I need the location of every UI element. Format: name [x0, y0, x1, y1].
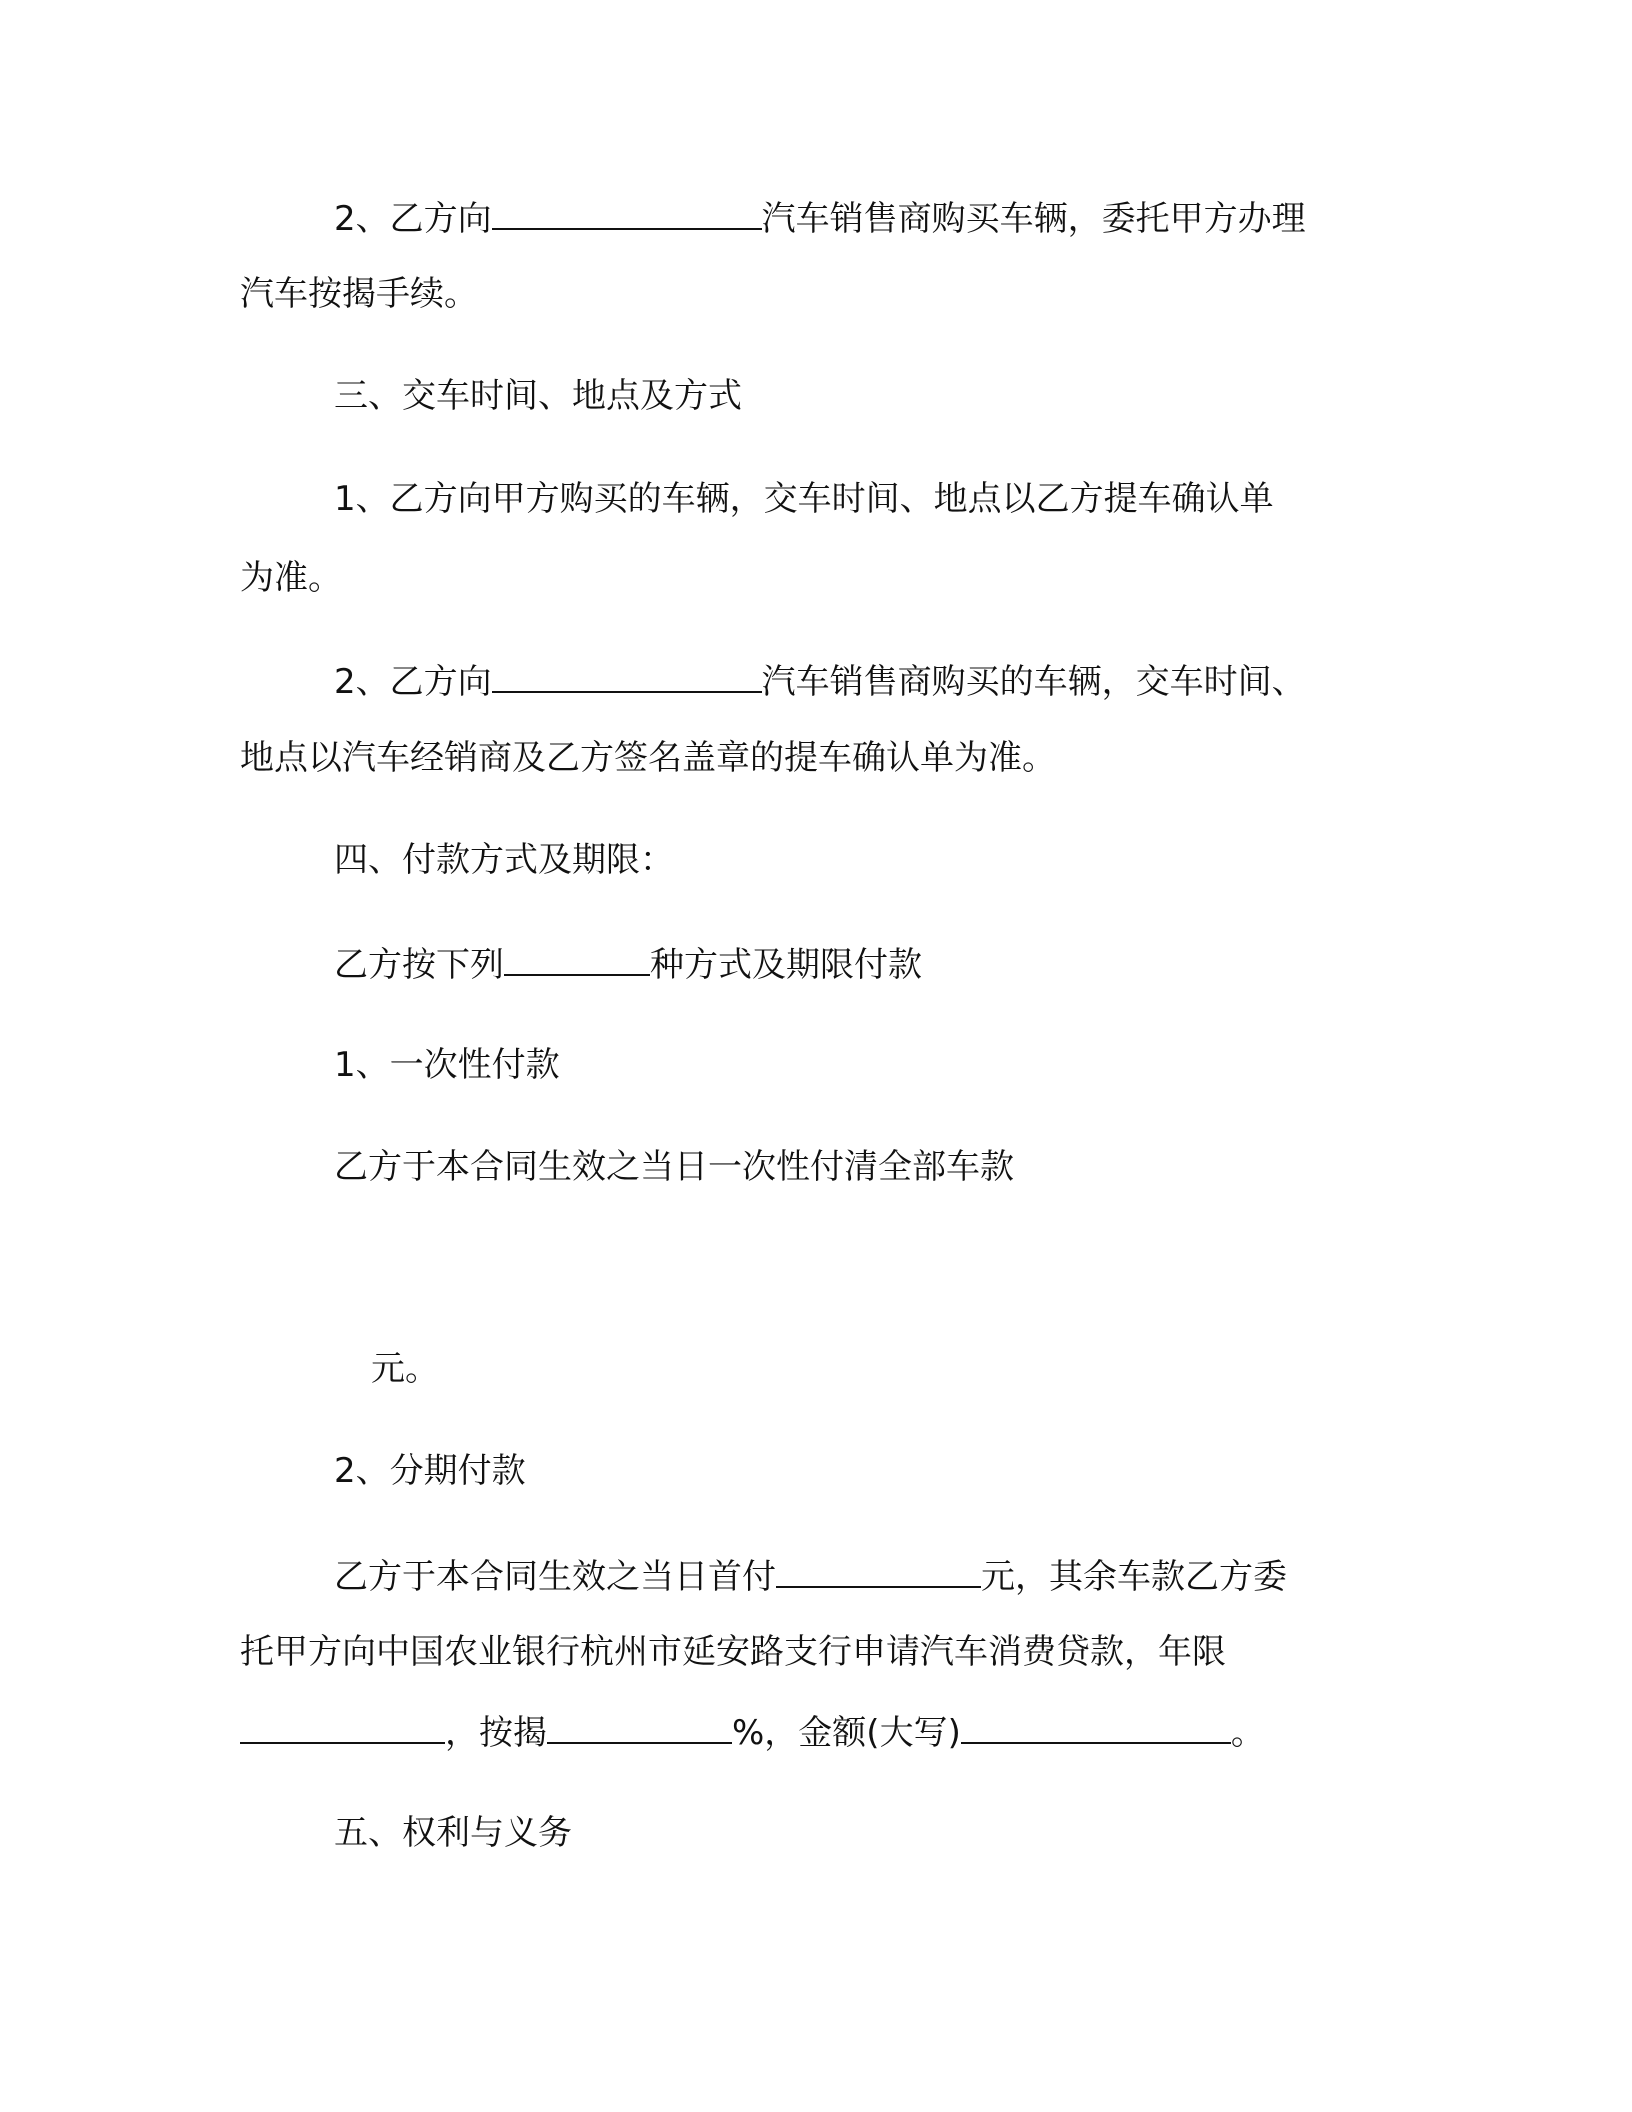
delivery-clause-2-line-1 [334, 657, 1306, 704]
installment-line-3 [240, 1708, 1265, 1755]
installment-prefix: 乙方于本合同生效之当日首付 [334, 1557, 776, 1597]
clause-2-prefix: 2、乙方向 [334, 199, 492, 239]
mortgage-ratio-blank [547, 1708, 732, 1744]
lump-sum-line-2: 元。 [371, 1349, 439, 1389]
delivery-clause-1-line-2: 为准。 [240, 558, 342, 598]
clause-2-line-2: 汽车按揭手续。 [240, 274, 478, 314]
installment-line-1 [334, 1552, 1287, 1599]
down-payment-blank [776, 1552, 981, 1588]
section-5-heading: 五、权利与义务 [334, 1813, 572, 1853]
delivery-clause-2-line-2: 地点以汽车经销商及乙方签名盖章的提车确认单为准。 [240, 738, 1056, 778]
payment-method-line [334, 940, 922, 987]
lump-sum-heading: 1、一次性付款 [334, 1045, 560, 1085]
installment-line-2: 托甲方向中国农业银行杭州市延安路支行申请汽车消费贷款，年限 [240, 1632, 1226, 1672]
delivery-clause-1-line-1: 1、乙方向甲方购买的车辆，交车时间、地点以乙方提车确认单 [334, 479, 1274, 519]
installment-mid: 元，其余车款乙方委 [981, 1557, 1287, 1597]
section-3-heading: 三、交车时间、地点及方式 [334, 376, 742, 416]
payment-method-prefix: 乙方按下列 [334, 945, 504, 985]
installment-l3-mid1: ，按揭 [445, 1713, 547, 1753]
installment-heading: 2、分期付款 [334, 1451, 526, 1491]
lump-sum-line-1: 乙方于本合同生效之当日一次性付清全部车款 [334, 1147, 1014, 1187]
section-4-heading: 四、付款方式及期限： [334, 840, 674, 880]
clause-2-line-1 [334, 194, 1306, 241]
loan-amount-blank [961, 1708, 1231, 1744]
dealer-name-blank-2 [492, 657, 762, 693]
loan-years-blank [240, 1708, 445, 1744]
installment-l3-end: 。 [1230, 1713, 1265, 1753]
delivery-clause-2-suffix: 汽车销售商购买的车辆，交车时间、 [761, 662, 1306, 702]
delivery-clause-2-prefix: 2、乙方向 [334, 662, 492, 702]
dealer-name-blank [492, 194, 762, 230]
installment-l3-mid2: %，金额(大写) [732, 1713, 961, 1753]
payment-method-suffix: 种方式及期限付款 [650, 945, 922, 985]
payment-kind-blank [504, 940, 650, 976]
clause-2-suffix: 汽车销售商购买车辆，委托甲方办理 [761, 199, 1306, 239]
